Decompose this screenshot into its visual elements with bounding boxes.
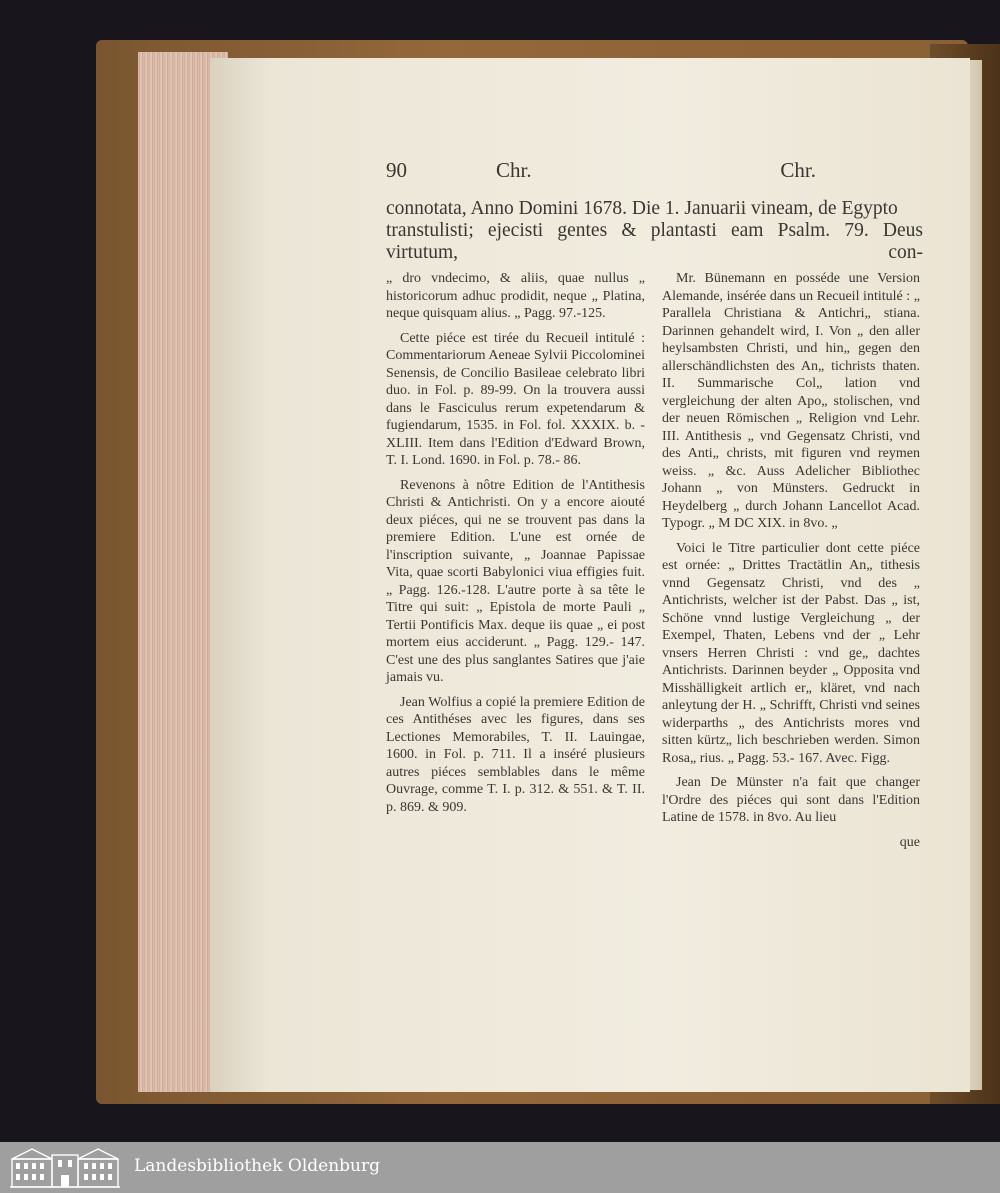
- paragraph: Jean De Münster n'a fait que changer l'Ordre des piéces qui sont dans l'Edition Latine de 1578. in 8vo. Au lieu: [662, 775, 920, 825]
- right-column: [662, 270, 920, 851]
- paragraph: „ dro vndecimo, & aliis, quae nullus „ historicorum adhuc prodidit, neque „ Platina, neque quisquam alius. „ Pagg. 97.-125.: [386, 271, 645, 321]
- library-name: Landesbibliothek Oldenburg: [134, 1156, 381, 1176]
- full-width-line-2: transtulisti; ejecisti gentes & plantasti eam Psalm. 79. Deus virtutum,: [386, 220, 923, 263]
- page-number: 90: [386, 158, 407, 182]
- paragraph: Jean Wolfius a copié la premiere Edition de ces Antithéses avec les figures, dans ses Lectiones Memorabiles, T. II. Lauingae, 1600. in Fol. p. 711. Il a inséré plusieurs autres piéces semblables dans le même Ouvrage, comme T. I. p. 312. & 551. & T. II. p. 869. & 909.: [386, 694, 645, 815]
- paragraph: Revenons à nôtre Edition de l'Antithesis Christi & Antichristi. On y a encore aiouté deux piéces, qui ne se trouvent pas dans la premiere Edition. L'une est ornée de l'inscription suivante, „ Joannae Papissae Vita, quae scorti Babylonici viua effigies fuit. „ Pagg. 126.-128. L'autre porte à sa tête le Titre qui suit: „ Epistola de morte Pauli „ Tertii Pontificis Max. deque iis quae „ ei post mortem eius acciderunt. „ Pagg. 129.- 147. C'est une des plus sanglantes Satires que j'aie jamais vu.: [386, 477, 645, 685]
- book-page: [210, 58, 970, 1092]
- paragraph: Mr. Bünemann en posséde une Version Alemande, insérée dans un Recueil intitulé : „ Parallela Christiana & Antichri„ stiana. Darinnen gehandelt wird, I. Von „ den aller heylsambsten Christi, und hin„ gegen den allerschändlichsten des An„ tichrists thaten. II. Summarische Col„ lation vnd vergleichung der alten Apo„ stolischen, vnd der neuen Römischen „ Religion vnd Lehr. III. Antithesis „ vnd Gegensatz Christi, vnd des Anti„ christs, mit figuren vnd reymen weiss. „ &c. Auss Adelicher Bibliothec Johann „ von Münsters. Gedruckt in Heydelberg „ durch Johann Lancellot Acad. Typogr. „ M DC XIX. in 8vo. „: [662, 271, 920, 531]
- library-footer: [0, 1142, 1000, 1193]
- running-header: [386, 158, 816, 188]
- left-column: [386, 270, 645, 823]
- header-left: Chr.: [496, 158, 532, 182]
- paragraph: Voici le Titre particulier dont cette piéce est ornée: „ Drittes Tractätlin An„ tithesis vnnd Gegensatz Christi, vnd des „ Antichrists, welcher ist der Pabst. Das „ ist, Schöne vnnd lustige Vergleichung „ der Exempel, Thaten, Lebens vnd der „ Lehr vnsers Herren Christi : vnd ge„ dachtes Antichrists. Darinnen beyder „ Opposita vnd Misshälligkeit artlich er„ kläret, vnd nach anleytung der H. „ Schrifft, Christi vnd seines widerparths „ des Antichrists mores vnd sitten kürtz„ lich beschrieben werden. Simon Rosa„ rius. „ Pagg. 53.- 167. Avec. Figg.: [662, 540, 920, 766]
- library-building-logo-icon: [8, 1145, 122, 1190]
- paragraph: Cette piéce est tirée du Recueil intitulé : Commentariorum Aeneae Sylvii Piccolominei Senensis, de Concilio Basileae celebrato libri duo. in Fol. p. 89-99. On la trouvera aussi dans le Fasciculus rerum expetendarum & fugiendarum, 1535. in Fol. fol. XXXIX. b. - XLIII. Item dans l'Edition d'Edward Brown, T. I. Lond. 1690. in Fol. p. 78.- 86.: [386, 330, 645, 468]
- full-width-line-1: connotata, Anno Domini 1678. Die 1. Januarii vineam, de Egypto: [386, 198, 898, 219]
- catchword: que: [899, 834, 920, 850]
- full-width-line-3: con-: [888, 242, 923, 263]
- header-right: Chr.: [780, 158, 816, 182]
